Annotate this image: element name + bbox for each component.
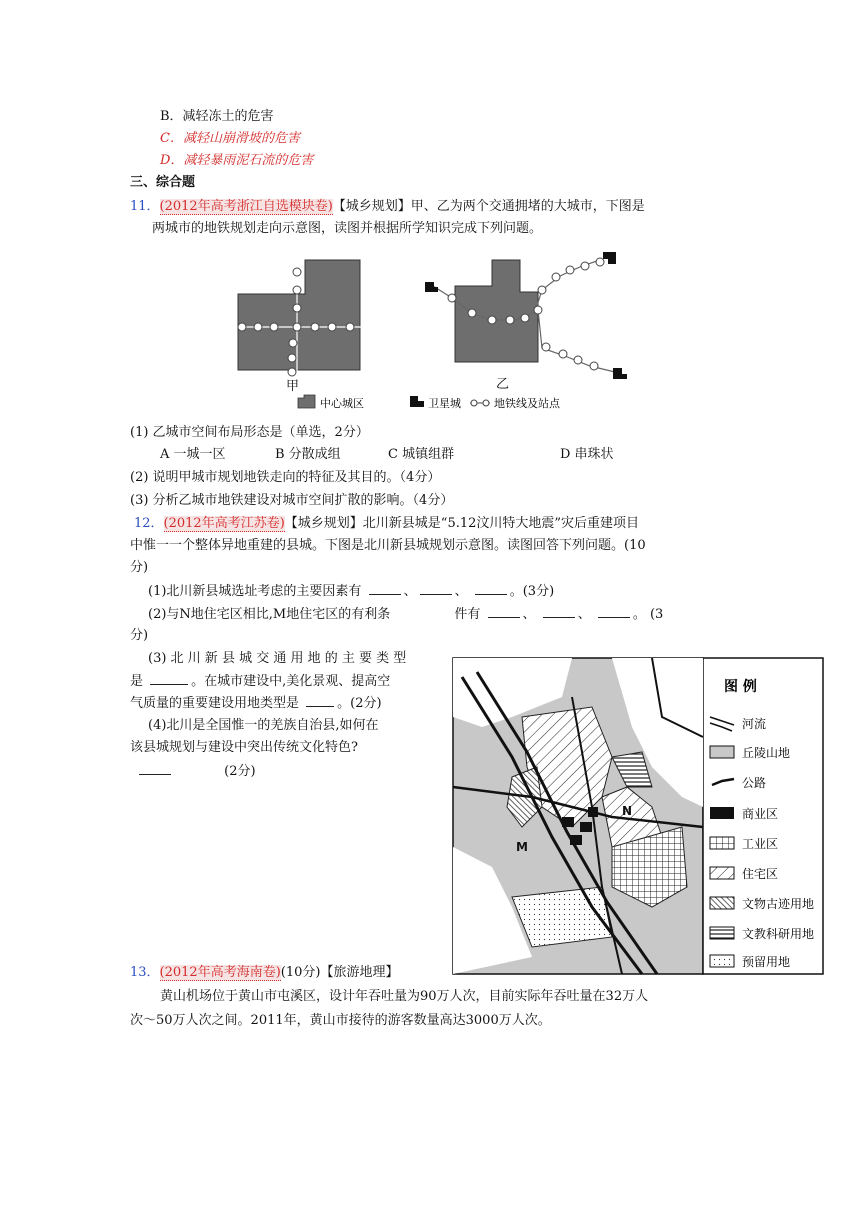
legend-heritage: 文物古迹用地 xyxy=(742,897,815,911)
beichuan-map xyxy=(452,657,824,975)
q11-stem: 甲、乙为两个交通拥堵的大城市，下图是 xyxy=(410,199,645,214)
q12-part2 xyxy=(148,605,663,624)
q11-option-b: B 分散成组 xyxy=(275,447,341,462)
q11-part2: (2) 说明甲城市规划地铁走向的特征及其目的。（4分） xyxy=(130,470,441,485)
q12-part3-line3 xyxy=(130,694,382,713)
city-a-map xyxy=(238,260,362,394)
q11-option-a: A 一城一区 xyxy=(160,447,226,462)
q11-stem-line2: 两城市的地铁规划走向示意图，读图并根据所学知识完成下列问题。 xyxy=(152,221,543,236)
q11-topic: 【城乡规划】 xyxy=(332,199,411,214)
q13-source: (2012年高考海南卷) xyxy=(159,965,281,980)
q11-part3: (3) 分析乙城市地铁建设对城市空间扩散的影响。（4分） xyxy=(130,493,454,508)
q13-header xyxy=(130,964,398,982)
q13-para-line1: 黄山机场位于黄山市屯溪区，设计年吞吐量为90万人次，目前实际年吞吐量在32万人 xyxy=(160,989,649,1004)
q11-legend xyxy=(298,395,561,410)
map-label-m: M xyxy=(516,840,528,854)
separator: 、 xyxy=(577,607,591,622)
q12-topic: 【城乡规划】 xyxy=(284,516,363,531)
q12-source: (2012年高考江苏卷) xyxy=(163,516,285,531)
answer-blank[interactable] xyxy=(543,605,575,618)
q12-part3-line1: (3) 北 川 新 县 城 交 通 用 地 的 主 要 类 型 xyxy=(148,651,407,666)
q12-part3-text-c: 。在城市建设中,美化景观、提高空 xyxy=(191,674,391,689)
q12-part1-end: 。(3分) xyxy=(509,584,555,599)
answer-blank[interactable] xyxy=(150,672,188,685)
q13-para-line2: 次～50万人次之间。2011年，黄山市接待的游客数量高达3000万人次。 xyxy=(130,1013,551,1028)
q10-option-b: B．减轻冻土的危害 xyxy=(160,109,274,124)
q12-number: 12． xyxy=(134,516,164,531)
legend-residential: 住宅区 xyxy=(742,867,779,881)
q11-option-d: D 串珠状 xyxy=(560,447,614,462)
q12-part1 xyxy=(148,582,554,601)
legend-hills: 丘陵山地 xyxy=(742,746,791,760)
q12-part4-line3 xyxy=(136,762,256,781)
q12-part4-end: (2分) xyxy=(224,764,256,779)
q12-part3-line2 xyxy=(130,672,390,691)
q12-part3-end: 。(2分) xyxy=(337,696,382,711)
legend-center-city: 中心城区 xyxy=(320,397,364,410)
q12-part4-line2: 该县城规划与建设中突出传统文化特色? xyxy=(130,740,358,755)
answer-blank[interactable] xyxy=(306,694,334,707)
q11-subway-figure xyxy=(220,250,640,420)
answer-blank[interactable] xyxy=(369,582,401,595)
q13-number: 13． xyxy=(130,965,160,980)
separator: 、 xyxy=(454,584,468,599)
legend-industrial: 工业区 xyxy=(742,837,779,851)
q12-stem: 北川新县城是“5.12汶川特大地震”灾后重建项目 xyxy=(362,516,640,531)
q12-stem-line2: 中惟一一个整体异地重建的县城。下图是北川新县城规划示意图。读图回答下列问题。(10 xyxy=(130,538,646,553)
section-heading: 三、综合题 xyxy=(130,175,196,190)
q12-part3-text-d: 气质量的重要建设用地类型是 xyxy=(130,696,300,711)
legend-education: 文教科研用地 xyxy=(742,927,815,941)
q11-stem-line1 xyxy=(130,198,645,216)
legend-river: 河流 xyxy=(742,717,767,731)
legend-reserved: 预留用地 xyxy=(742,955,791,969)
q10-option-d: D．减轻暴雨泥石流的危害 xyxy=(160,153,314,168)
q11-option-c: C 城镇组群 xyxy=(388,447,455,462)
q13-meta: (10分)【旅游地理】 xyxy=(280,965,399,980)
q12-part2-cont: 分) xyxy=(130,628,149,643)
answer-blank[interactable] xyxy=(475,582,507,595)
city-a-label: 甲 xyxy=(286,379,300,394)
legend-satellite-city: 卫星城 xyxy=(428,397,461,410)
q11-source: (2012年高考浙江自选模块卷) xyxy=(159,199,333,214)
city-b-map xyxy=(425,252,627,392)
q11-number: 11． xyxy=(130,199,160,214)
q12-part2-end: 。 (3 xyxy=(632,607,664,622)
q12-part2-text-b: 件有 xyxy=(454,607,481,622)
q12-part1-text: (1)北川新县城选址考虑的主要因素有 xyxy=(148,584,362,599)
q12-stem-line1 xyxy=(134,515,639,533)
map-label-n: N xyxy=(622,804,633,818)
legend-subway: 地铁线及站点 xyxy=(494,397,560,410)
city-b-label: 乙 xyxy=(496,377,510,392)
answer-blank[interactable] xyxy=(598,605,630,618)
separator: 、 xyxy=(403,584,417,599)
legend-commercial: 商业区 xyxy=(742,807,779,821)
legend-title: 图 例 xyxy=(724,679,757,695)
answer-blank[interactable] xyxy=(420,582,452,595)
q12-part4-line1: (4)北川是全国惟一的羌族自治县,如何在 xyxy=(148,718,379,733)
answer-blank[interactable] xyxy=(488,605,520,618)
q10-option-c: C．减轻山崩滑坡的危害 xyxy=(160,131,300,146)
q12-stem-line3: 分) xyxy=(130,560,149,575)
q12-part3-text: 是 xyxy=(130,674,144,689)
q12-part2-text: (2)与N地住宅区相比,M地住宅区的有利条 xyxy=(148,607,391,622)
q11-part1: (1) 乙城市空间布局形态是（单选，2分） xyxy=(130,425,369,440)
answer-blank[interactable] xyxy=(139,762,171,775)
separator: 、 xyxy=(522,607,536,622)
legend-road: 公路 xyxy=(742,776,767,790)
